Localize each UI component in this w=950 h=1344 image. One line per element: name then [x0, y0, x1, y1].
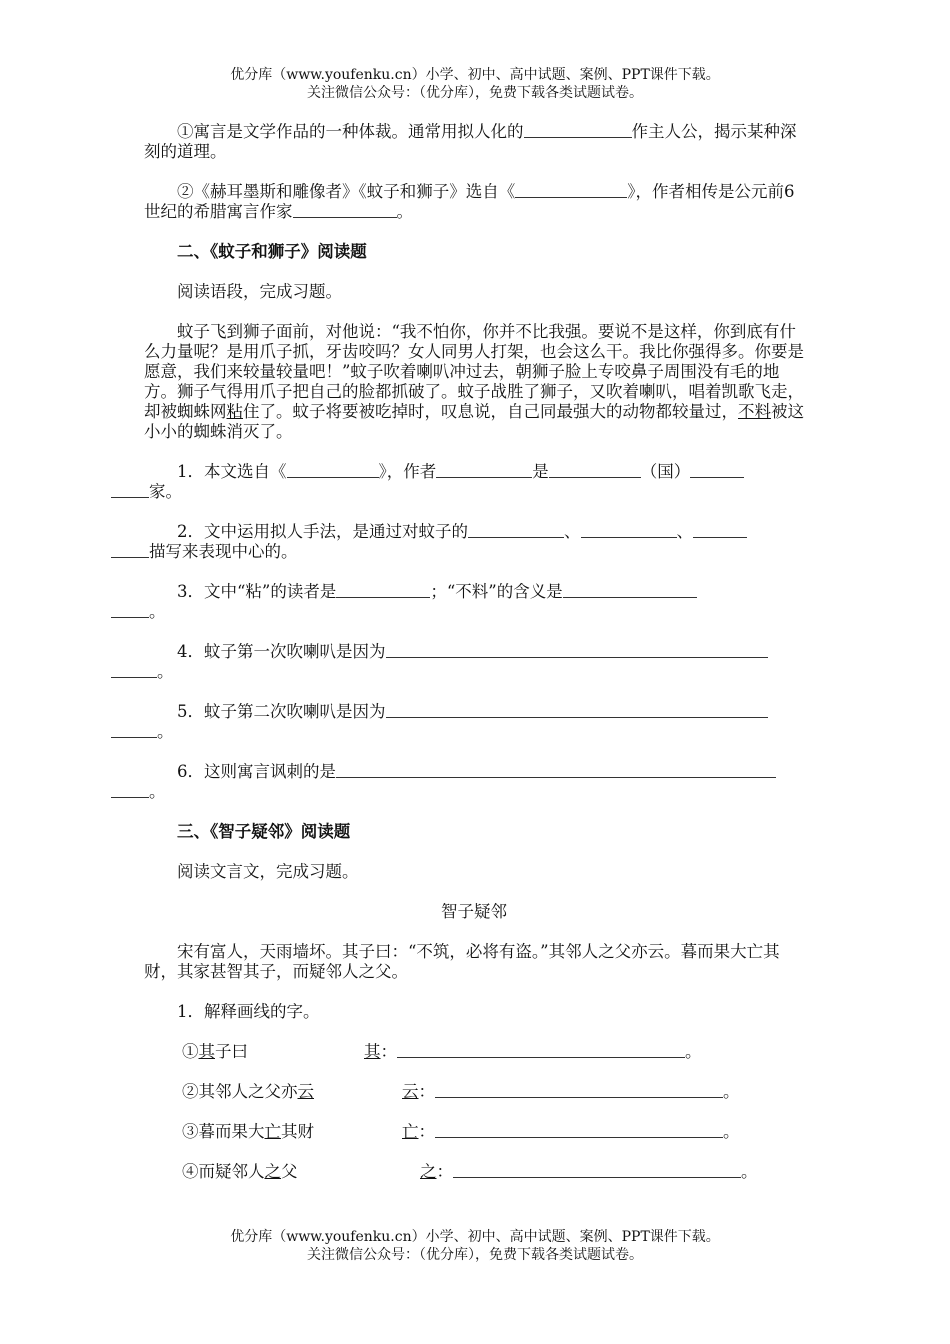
answer-blank[interactable] — [690, 462, 744, 478]
answer-blank[interactable] — [336, 762, 776, 778]
page-header — [0, 66, 950, 102]
vocab-item-4: ④而疑邻人之父 之： 。 — [182, 1162, 758, 1181]
question-6: 6．这则寓言讽刺的是 。 — [144, 762, 804, 802]
answer-blank[interactable] — [386, 642, 768, 658]
question-5: 5．蚊子第二次吹喇叭是因为 。 — [144, 702, 804, 742]
section-2-heading: 二、《蚊子和狮子》阅读题 — [177, 242, 367, 261]
vocab-item-3: ③暮而果大亡其财 亡： 。 — [182, 1122, 740, 1141]
header-line-2: 关注微信公众号：（优分库），免费下载各类试题试卷。 — [307, 85, 643, 101]
vocab-item-2: ②其邻人之父亦云 云： 。 — [182, 1082, 740, 1101]
answer-blank[interactable] — [549, 462, 641, 478]
answer-blank[interactable] — [336, 582, 430, 598]
answer-blank[interactable] — [111, 482, 149, 498]
answer-blank[interactable] — [111, 662, 157, 678]
question-4: 4．蚊子第一次吹喇叭是因为 。 — [144, 642, 804, 682]
section-2-instruction: 阅读语段，完成习题。 — [177, 282, 342, 301]
answer-blank[interactable] — [397, 1042, 685, 1058]
answer-blank[interactable] — [435, 1122, 723, 1138]
answer-blank[interactable] — [515, 182, 627, 198]
question-2: 2．文中运用拟人手法，是通过对蚊子的 、 、 描写来表现中心的。 — [144, 522, 804, 562]
question-3: 3．文中“粘”的读者是 ；“不料”的含义是 。 — [144, 582, 804, 622]
header-line-1: 优分库（www.youfenku.cn）小学、初中、高中试题、案例、PPT课件下载。 — [230, 67, 720, 83]
page-footer — [0, 1228, 950, 1264]
section-3-question-1: 1．解释画线的字。 — [177, 1002, 320, 1021]
text-title: 智子疑邻 — [441, 902, 507, 921]
section-3-heading: 三、《智子疑邻》阅读题 — [177, 822, 351, 841]
footer-line-2: 关注微信公众号：（优分库），免费下载各类试题试卷。 — [307, 1247, 643, 1263]
answer-blank[interactable] — [436, 462, 532, 478]
answer-blank[interactable] — [287, 462, 379, 478]
answer-blank[interactable] — [563, 582, 697, 598]
answer-blank[interactable] — [111, 602, 149, 618]
answer-blank[interactable] — [111, 722, 157, 738]
answer-blank[interactable] — [524, 122, 632, 138]
answer-blank[interactable] — [693, 522, 747, 538]
intro-item-2: ②《赫耳墨斯和雕像者》《蚊子和狮子》选自《 》，作者相传是公元前6世纪的希腊寓言作家 。 — [144, 182, 795, 221]
answer-blank[interactable] — [453, 1162, 741, 1178]
intro-item-1: ①寓言是文学作品的一种体裁。通常用拟人化的 作主人公，揭示某种深刻的道理。 — [144, 122, 797, 161]
question-1: 1．本文选自《 》，作者 是 （国） 家。 — [144, 462, 804, 502]
section-2-passage: 蚊子飞到狮子面前，对他说：“我不怕你，你并不比我强。要说不是这样，你到底有什么力量呢？是用爪子抓，牙齿咬吗？女人同男人打架，也会这么干。我比你强得多。你要是愿意，我们来较量较量吧！”蚊子吹着喇叭冲过去，朝狮子脸上专咬鼻子周围没有毛的地方。狮子气得用爪子把自己的脸都抓破了。蚊子战胜了狮子，又吹着喇叭，唱着凯歌飞走，却被蜘蛛网粘住了。蚊子将要被吃掉时，叹息说，自己同最强大的动物都较量过，不料被这小小的蜘蛛消灭了。 — [144, 322, 804, 441]
section-3-passage: 宋有富人，天雨墙坏。其子曰：“不筑，必将有盗。”其邻人之父亦云。暮而果大亡其财，其家甚智其子，而疑邻人之父。 — [144, 942, 780, 981]
answer-blank[interactable] — [293, 202, 397, 218]
document-body — [144, 122, 804, 1182]
answer-blank[interactable] — [386, 702, 768, 718]
section-3-instruction: 阅读文言文，完成习题。 — [177, 862, 359, 881]
footer-line-1: 优分库（www.youfenku.cn）小学、初中、高中试题、案例、PPT课件下载。 — [230, 1229, 720, 1245]
answer-blank[interactable] — [468, 522, 564, 538]
answer-blank[interactable] — [435, 1082, 723, 1098]
answer-blank[interactable] — [111, 782, 149, 798]
answer-blank[interactable] — [581, 522, 677, 538]
answer-blank[interactable] — [111, 542, 149, 558]
vocab-item-1: ①其子曰 其： 。 — [182, 1042, 702, 1061]
